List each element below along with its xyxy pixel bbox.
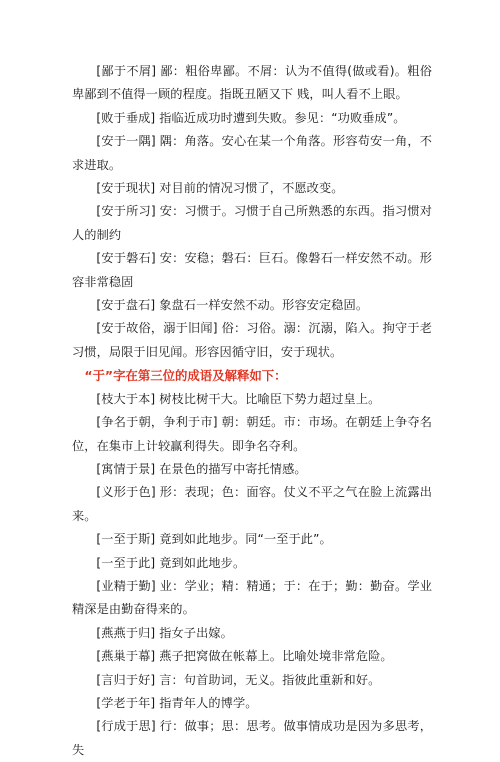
idiom-entry: [一至于斯] 竟到如此地步。同“一至于此”。 xyxy=(96,532,332,547)
idiom-entry: [义形于色] 形：表现；色：面容。仗义不平之气在脸上流露出来。 xyxy=(72,485,432,523)
idiom-entry: [安于磐石] 安：安稳；磐石：巨石。像磐石一样安然不动。形容非常稳固 xyxy=(72,251,432,289)
idiom-entry: [安于盘石] 象盘石一样安然不动。形容安定稳固。 xyxy=(96,298,369,313)
idiom-entry: [安于一隅] 隅：角落。安心在某一个角落。形容苟安一角，不求进取。 xyxy=(72,134,432,172)
idiom-entry: [燕巢于幕] 燕子把窝做在帐幕上。比喻处境非常危险。 xyxy=(96,649,393,664)
idiom-entry: [争名于朝，争利于市] 朝：朝廷。市：市场。在朝廷上争夺名位，在集市上计较赢利得失。即争名夺利。 xyxy=(72,415,432,453)
idiom-entry: [言归于好] 言：句首助词，无义。指彼此重新和好。 xyxy=(96,672,381,687)
idiom-entry: [寓情于景] 在景色的描写中寄托情感。 xyxy=(96,461,307,476)
idiom-entry: [燕燕于归] 指女子出嫁。 xyxy=(96,625,233,640)
idiom-entry: [行成于思] 行：做事；思：思考。做事情成功是因为多思考，失 xyxy=(72,719,432,757)
idiom-entry: [业精于勤] 业：学业；精：精通；于：在于；勤：勤奋。学业精深是由勤奋得来的。 xyxy=(72,578,432,617)
idiom-entry: [安于故俗，溺于旧闻] 俗：习俗。溺：沉溺，陷入。拘守于老习惯，局限于旧见闻。形容因循守旧，安于现状。 xyxy=(72,321,432,359)
idiom-entry: [鄙于不屑] 鄙：粗俗卑鄙。不屑：认为不值得(做或看)。粗俗卑鄙到不值得一顾的程度。指既丑陋又下 贱，叫人看不上眼。 xyxy=(72,64,432,102)
idiom-entry: [安于现状] 对目前的情况习惯了，不愿改变。 xyxy=(96,181,344,196)
section-heading: “于”字在第三位的成语及解释如下： xyxy=(84,368,287,384)
document-body xyxy=(72,60,432,762)
idiom-entry: [一至于此] 竟到如此地步。 xyxy=(96,555,246,570)
idiom-entry: [学老于年] 指青年人的博学。 xyxy=(96,695,258,710)
idiom-entry: [枝大于本] 树枝比树干大。比喻臣下势力超过皇上。 xyxy=(96,391,381,406)
idiom-entry: [安于所习] 安：习惯于。习惯于自己所熟悉的东西。指习惯对人的制约 xyxy=(72,204,432,242)
idiom-entry: [败于垂成] 指临近成功时遭到失败。参见：“功败垂成”。 xyxy=(96,110,406,125)
